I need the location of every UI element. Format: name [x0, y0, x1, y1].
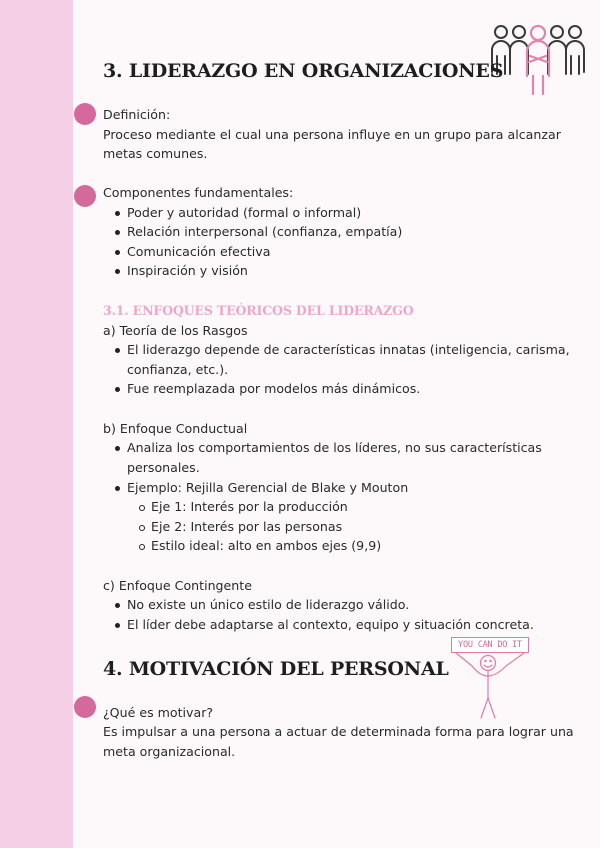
enfoque-b-subitem: Eje 2: Interés por las personas: [151, 519, 343, 534]
subsection-3-1-title: 3.1. ENFOQUES TEÓRICOS DEL LIDERAZGO: [103, 303, 414, 318]
bullet: [115, 211, 120, 216]
sub-bullet: [139, 544, 145, 550]
motivar-question: ¿Qué es motivar?: [103, 705, 214, 720]
team-people-icon: [488, 22, 592, 98]
definicion-text: Proceso mediante el cual una persona influye en un grupo para alcanzar: [103, 127, 561, 142]
componente-item: Inspiración y visión: [127, 263, 248, 278]
componente-item: Comunicación efectiva: [127, 244, 271, 259]
sub-bullet: [139, 505, 145, 511]
motivar-answer: meta organizacional.: [103, 744, 236, 759]
motivar-answer: Es impulsar a una persona a actuar de determinada forma para lograr una: [103, 724, 574, 739]
enfoque-b-label: b) Enfoque Conductual: [103, 421, 248, 436]
bullet: [115, 269, 120, 274]
bullet-marker: [74, 185, 96, 207]
sub-bullet: [139, 525, 145, 531]
enfoque-b-item: Ejemplo: Rejilla Gerencial de Blake y Mouton: [127, 480, 409, 495]
componente-item: Relación interpersonal (confianza, empatía): [127, 224, 403, 239]
enfoque-b-item: personales.: [127, 460, 200, 475]
componentes-label: Componentes fundamentales:: [103, 185, 294, 200]
definicion-label: Definición:: [103, 107, 171, 122]
sign-text: YOU CAN DO IT: [451, 637, 529, 653]
stick-figure-sign-icon: [450, 636, 530, 722]
enfoque-a-item: El liderazgo depende de características innatas (inteligencia, carisma,: [127, 342, 570, 357]
enfoque-c-item: No existe un único estilo de liderazgo válido.: [127, 597, 410, 612]
enfoque-c-label: c) Enfoque Contingente: [103, 578, 252, 593]
bullet-marker: [74, 103, 96, 125]
enfoque-a-item: Fue reemplazada por modelos más dinámicos.: [127, 381, 421, 396]
definicion-text: metas comunes.: [103, 146, 208, 161]
section-3-title: 3. LIDERAZGO EN ORGANIZACIONES: [103, 60, 504, 82]
bullet: [115, 603, 120, 608]
bullet: [115, 230, 120, 235]
enfoque-b-subitem: Estilo ideal: alto en ambos ejes (9,9): [151, 538, 382, 553]
enfoque-b-item: Analiza los comportamientos de los líderes, no sus características: [127, 440, 542, 455]
bullet: [115, 348, 120, 353]
enfoque-b-subitem: Eje 1: Interés por la producción: [151, 499, 348, 514]
section-4-title: 4. MOTIVACIÓN DEL PERSONAL: [103, 658, 449, 680]
bullet-marker: [74, 696, 96, 718]
enfoque-c-item: El líder debe adaptarse al contexto, equipo y situación concreta.: [127, 617, 534, 632]
bullet: [115, 623, 120, 628]
componente-item: Poder y autoridad (formal o informal): [127, 205, 362, 220]
bullet: [115, 486, 120, 491]
bullet: [115, 250, 120, 255]
enfoque-a-label: a) Teoría de los Rasgos: [103, 323, 248, 338]
bullet: [115, 446, 120, 451]
bullet: [115, 387, 120, 392]
enfoque-a-item: confianza, etc.).: [127, 362, 229, 377]
